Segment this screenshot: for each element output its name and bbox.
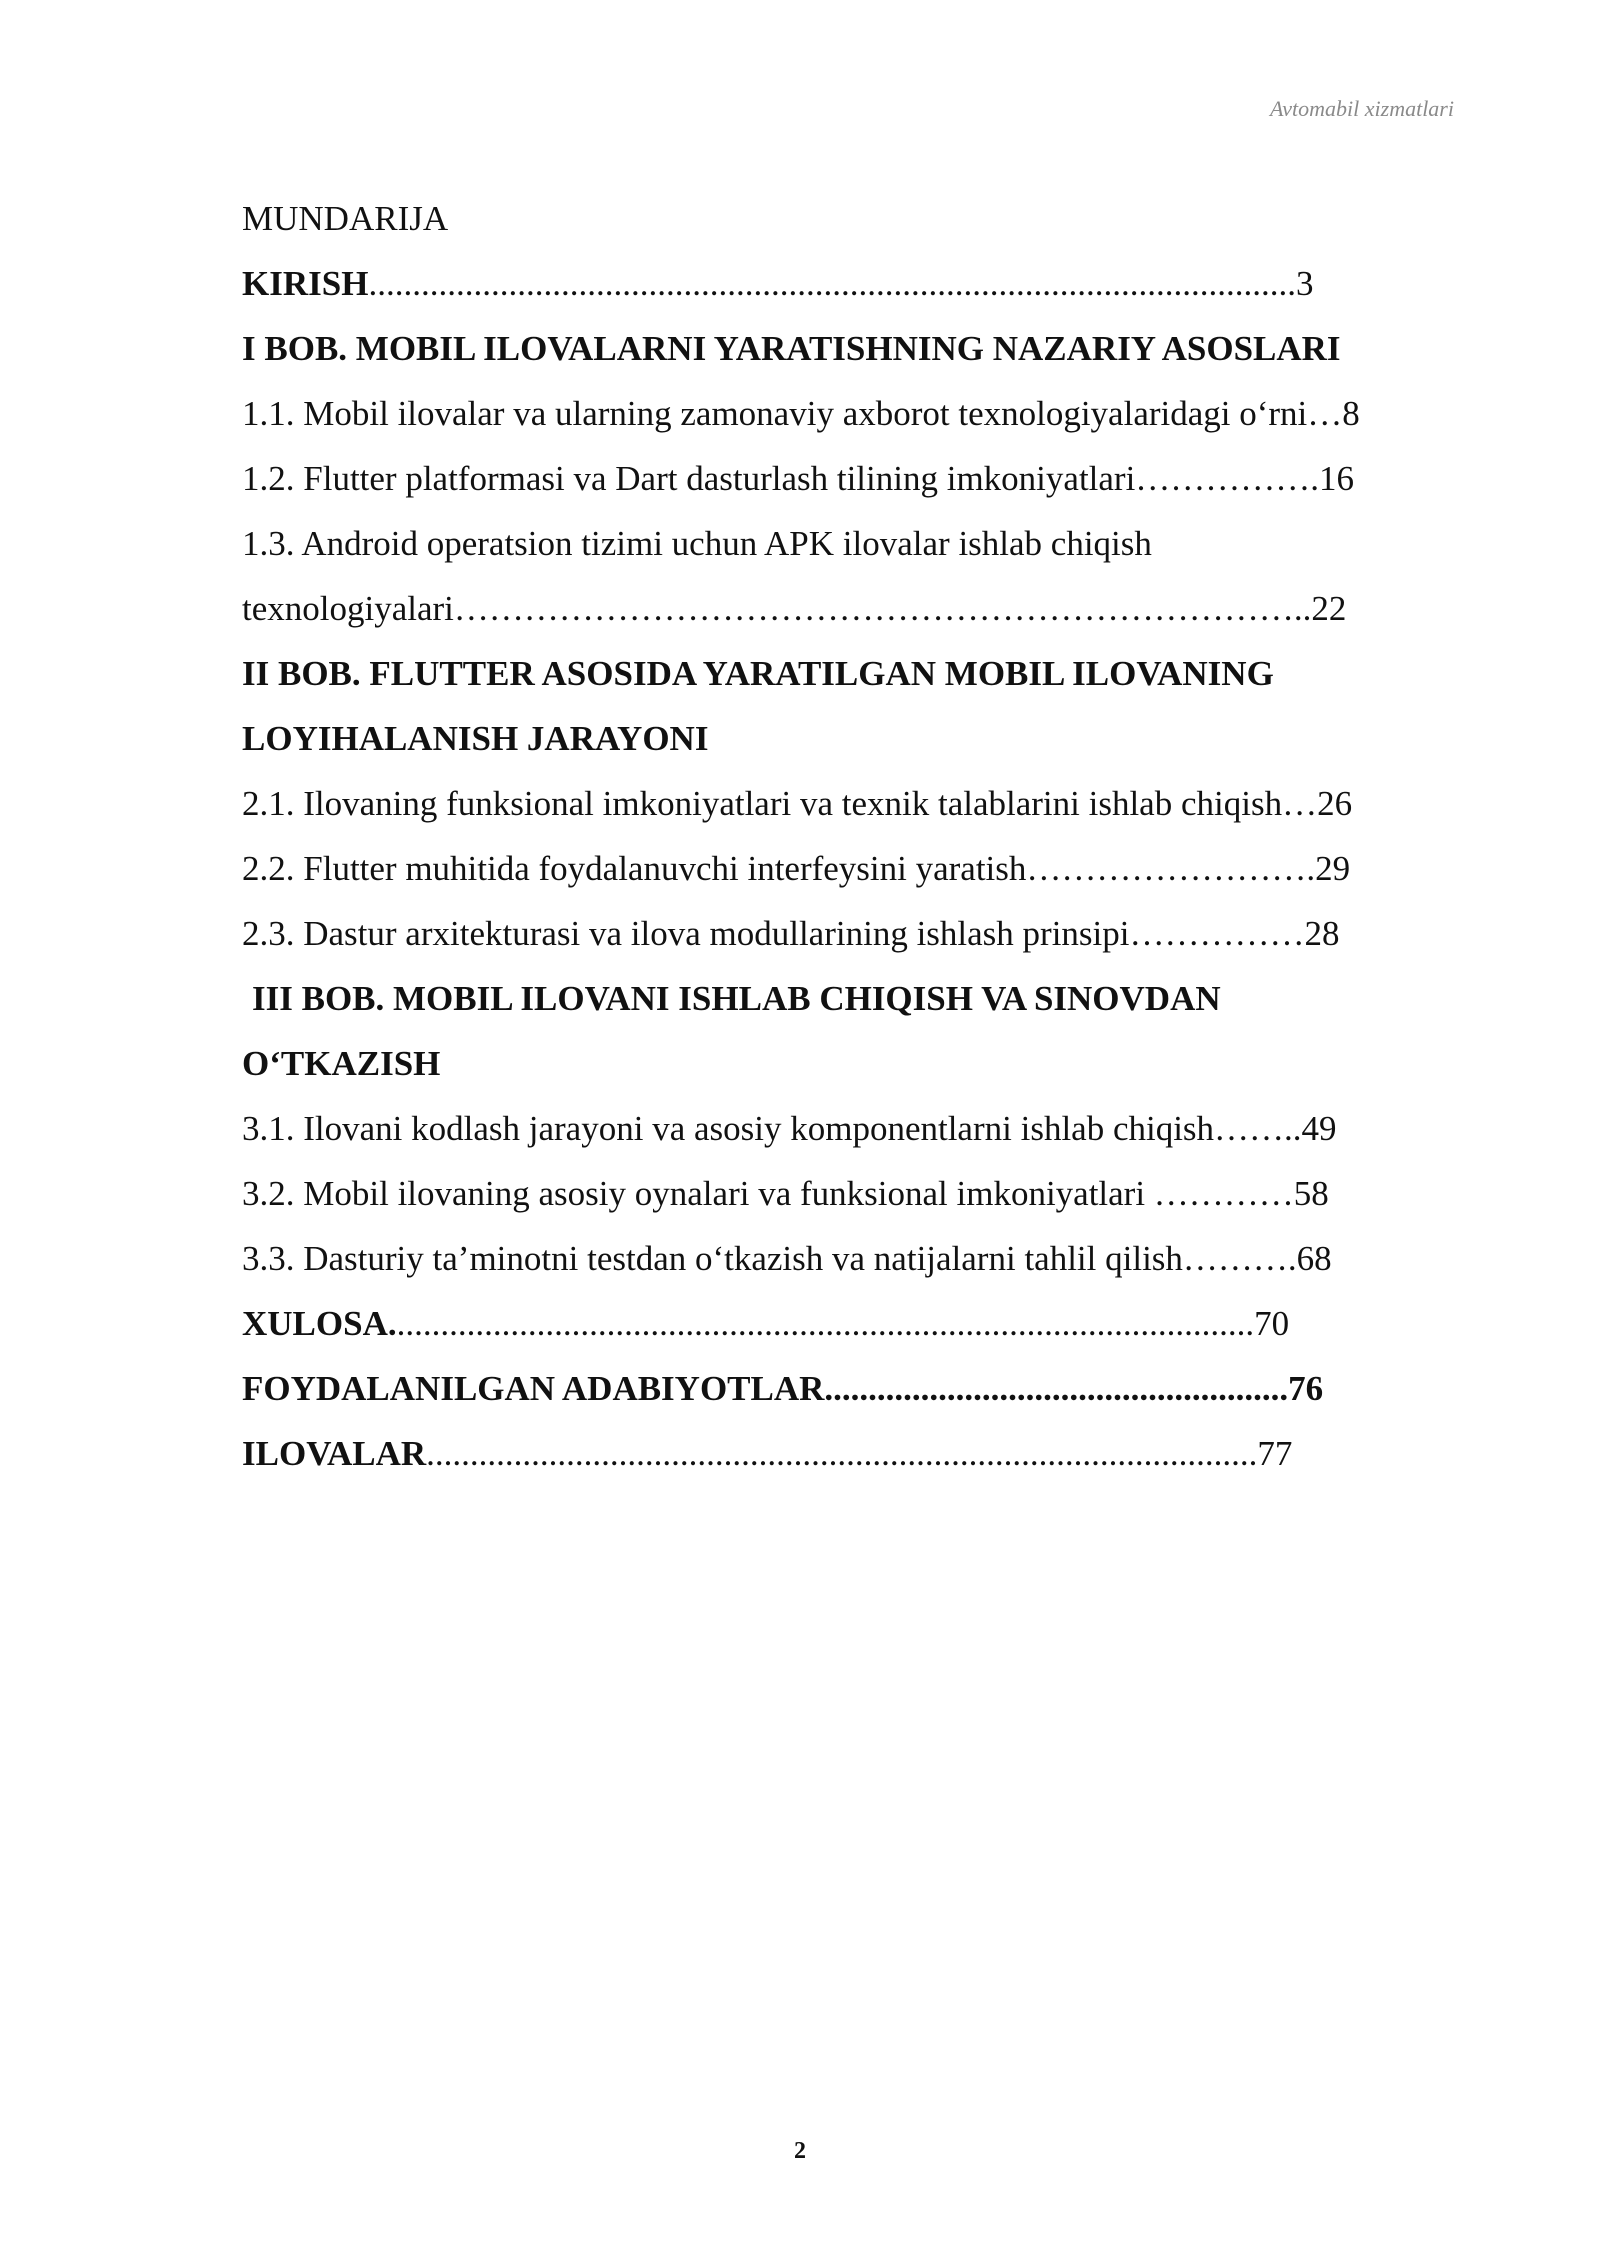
toc-adabiyotlar [242, 1356, 1452, 1421]
toc-section-3-2 [242, 1161, 1452, 1226]
toc-section-2-3 [242, 901, 1452, 966]
toc-section-1-3 [242, 511, 1452, 576]
toc-section-1-1-text: 1.1. Mobil ilovalar va ularning zamonaviy axborot texnologiyalaridagi o‘rni…8 [242, 394, 1360, 433]
toc-chapter-3 [242, 966, 1452, 1031]
toc-section-2-1-text: 2.1. Ilovaning funksional imkoniyatlari va texnik talablarini ishlab chiqish…26 [242, 784, 1353, 823]
toc-kirish-text: ..........................................................................................................3 [368, 264, 1314, 303]
toc-adabiyotlar-text: FOYDALANILGAN ADABIYOTLAR.....................................................76 [242, 1369, 1324, 1408]
toc-section-1-2-text: 1.2. Flutter platformasi va Dart dasturlash tilining imkoniyatlari…………….16 [242, 459, 1355, 498]
toc-chapter-1-text: I BOB. MOBIL ILOVALARNI YARATISHNING NAZARIY ASOSLARI [242, 329, 1341, 368]
toc-kirish-text: KIRISH [242, 264, 369, 303]
toc-xulosa [242, 1291, 1452, 1356]
toc-chapter-2 [242, 641, 1452, 706]
toc-chapter-2-text: II BOB. FLUTTER ASOSIDA YARATILGAN MOBIL ILOVANING [242, 654, 1274, 693]
toc-section-2-3-text: 2.3. Dastur arxitekturasi va ilova modullarining ishlash prinsipi……………28 [242, 914, 1340, 953]
toc-chapter-3-text: III BOB. MOBIL ILOVANI ISHLAB CHIQISH VA SINOVDAN [252, 979, 1221, 1018]
toc-section-1-3-text: 1.3. Android operatsion tizimi uchun APK ilovalar ishlab chiqish [242, 524, 1152, 563]
page-number: 2 [794, 2138, 806, 2164]
toc-entries [242, 251, 1452, 1486]
toc-chapter-3-cont-text: O‘TKAZISH [242, 1044, 441, 1083]
toc-heading: MUNDARIJA [242, 199, 449, 238]
toc-section-3-1-text: 3.1. Ilovani kodlash jarayoni va asosiy komponentlarni ishlab chiqish……..49 [242, 1109, 1337, 1148]
toc-chapter-1 [242, 316, 1452, 381]
toc-section-3-1 [242, 1096, 1452, 1161]
toc-ilovalar-text: ...............................................................................................77 [426, 1434, 1293, 1473]
running-header: Avtomabil xizmatlari [1270, 96, 1454, 121]
toc-section-2-1 [242, 771, 1452, 836]
toc-section-1-1 [242, 381, 1452, 446]
toc-ilovalar-text: ILOVALAR [242, 1434, 427, 1473]
toc-section-2-2 [242, 836, 1452, 901]
table-of-contents [242, 186, 1452, 1486]
toc-xulosa-text: XULOSA. [242, 1304, 397, 1343]
toc-section-3-3-text: 3.3. Dasturiy ta’minotni testdan o‘tkazish va natijalarni tahlil qilish……….68 [242, 1239, 1332, 1278]
toc-xulosa-text: ..................................................................................................70 [396, 1304, 1290, 1343]
toc-section-2-2-text: 2.2. Flutter muhitida foydalanuvchi interfeysini yaratish…………………….29 [242, 849, 1351, 888]
toc-chapter-3-cont [242, 1031, 1452, 1096]
toc-ilovalar [242, 1421, 1452, 1486]
toc-section-1-2 [242, 446, 1452, 511]
toc-chapter-2-cont [242, 706, 1452, 771]
toc-section-3-2-text: 3.2. Mobil ilovaning asosiy oynalari va funksional imkoniyatlari …………58 [242, 1174, 1329, 1213]
toc-section-1-3-cont [242, 576, 1452, 641]
toc-section-3-3 [242, 1226, 1452, 1291]
toc-kirish [242, 251, 1452, 316]
toc-chapter-2-cont-text: LOYIHALANISH JARAYONI [242, 719, 709, 758]
toc-section-1-3-cont-text: texnologiyalari………………………………………………………………..22 [242, 589, 1347, 628]
